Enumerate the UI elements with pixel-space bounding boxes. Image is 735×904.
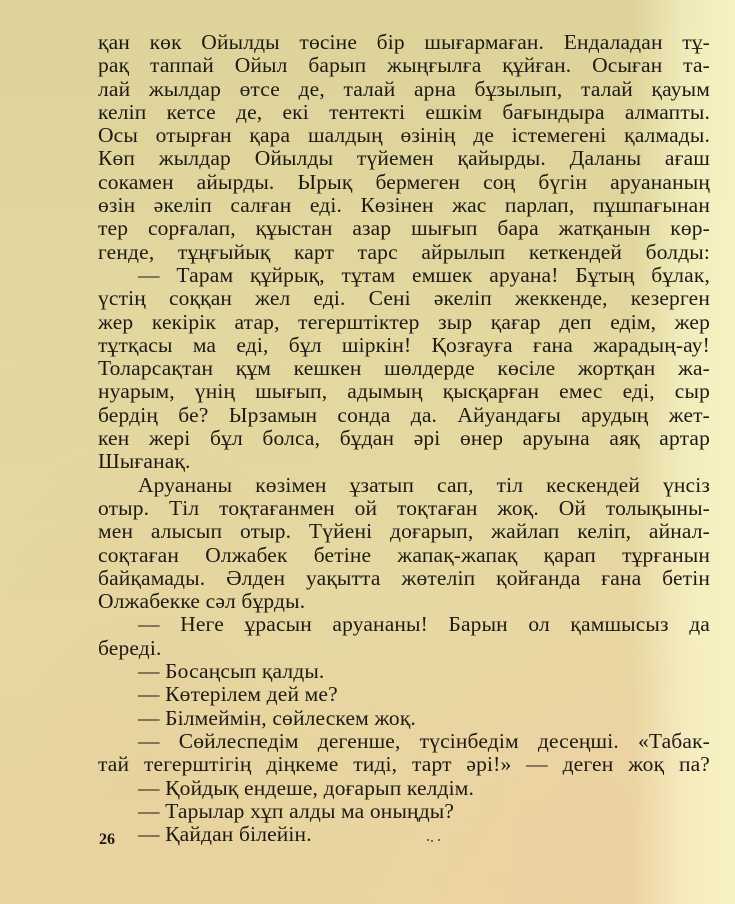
dialogue-line-3 [98, 683, 710, 706]
text-line: — Қойдық ендеше, доғарып келдім. [138, 775, 475, 800]
dialogue-line-8 [98, 823, 710, 846]
text-line: тай тегерштігің діңкеме тиді, тарт әрі!» — деген жоқ па? [98, 752, 710, 777]
text-line: байқамады. Әлден уақытта жөтеліп қойғанда ғана бетін [98, 565, 710, 590]
text-line: тер сорғалап, құыстан азар шығып бара жатқанын көр- [98, 216, 710, 241]
text-line: үстің соққан жел еді. Сені әкеліп жеккенде, кезерген [98, 286, 710, 311]
text-line: рақ таппай Ойыл барып жыңғылға құйған. Осыған та- [98, 53, 710, 78]
paragraph-narrative-1 [98, 31, 710, 264]
text-line: Осы отырған қара шалдың өзінің де істемегені қалмады. [98, 123, 710, 148]
text-line: мен алысып отыр. Түйені доғарып, жайлап келіп, айнал- [98, 519, 710, 544]
text-line: Толарсақтан құм кешкен шөлдерде көсіле жортқан жа- [98, 356, 710, 381]
dialogue-line-2 [98, 660, 710, 683]
text-line: соқтаған Олжабек бетіне жапақ-жапақ қарап тұрғанын [98, 542, 710, 567]
text-line: Олжабекке сәл бұрды. [98, 589, 306, 614]
dialogue-line-1 [98, 613, 710, 660]
dialogue-line-6 [98, 777, 710, 800]
text-line: — Неге ұрасын аруананы! Барын ол қамшысыз да [138, 612, 710, 637]
text-line: қан көк Ойылды төсіне бір шығармаған. Ендаладан тұ- [98, 30, 710, 54]
text-line: береді. [98, 635, 162, 660]
text-line: генде, тұңғыйық карт тарс айрылып кеткендей болды: [98, 239, 710, 264]
text-line: бердің бе? Ырзамын сонда да. Айуандағы арудың жет- [98, 402, 710, 427]
text-line: жер кекірік атар, тегерштіктер зыр қағар деп едім, жер [98, 309, 710, 334]
text-line: сокамен айырды. Ырық бермеген соң бүгін аруананың [98, 169, 710, 194]
text-line: — Босаңсып қалды. [138, 659, 325, 684]
text-line: — Сөйлеспедім дегенше, түсінбедім десеңші. «Табак- [138, 728, 710, 753]
text-line: отыр. Тіл тоқтағанмен ой тоқтаған жоқ. Ой толықыны- [98, 495, 710, 520]
text-line: келіп кетсе де, екі тентекті ешкім бағындыра алмапты. [98, 99, 710, 124]
dialogue-line-4 [98, 707, 710, 730]
text-line: лай жылдар өтсе де, талай арна бұзылып, талай қауым [98, 76, 710, 101]
text-line: Аруананы көзімен ұзатып сап, тіл кескендей үнсіз [138, 472, 710, 497]
page-number: 26 [99, 831, 115, 848]
paragraph-dialogue-monologue [98, 264, 710, 474]
text-line: нуарым, үнің шығып, адымың қысқарған емес еді, сыр [98, 379, 710, 404]
text-line: өзін әкеліп салған еді. Көзінен жас парлап, пұшпағынан [98, 193, 710, 218]
text-line: — Қайдан білейін. [138, 822, 312, 847]
page-body-text [98, 31, 710, 846]
print-speck-mark [427, 839, 441, 843]
dialogue-line-7 [98, 800, 710, 823]
text-line: кен жері бұл болса, бұдан әрі өнер аруына аяқ артар [98, 426, 710, 451]
text-line: — Көтерілем дей ме? [138, 682, 338, 707]
text-line: — Білмеймін, сөйлескем жоқ. [138, 705, 416, 730]
text-line: Шығанақ. [98, 449, 191, 474]
text-line: — Тарылар хұп алды ма оныңды? [138, 798, 455, 823]
text-line: — Тарам құйрық, тұтам емшек аруана! Бұтың бұлак, [138, 262, 710, 287]
paragraph-narrative-2 [98, 474, 710, 614]
text-line: Көп жылдар Ойылды түйемен қайырды. Даланы ағаш [98, 146, 710, 171]
text-line: тұтқасы ма еді, бұл шіркін! Қозғауға ғана жарадың-ау! [98, 332, 710, 357]
dialogue-line-5 [98, 730, 710, 777]
